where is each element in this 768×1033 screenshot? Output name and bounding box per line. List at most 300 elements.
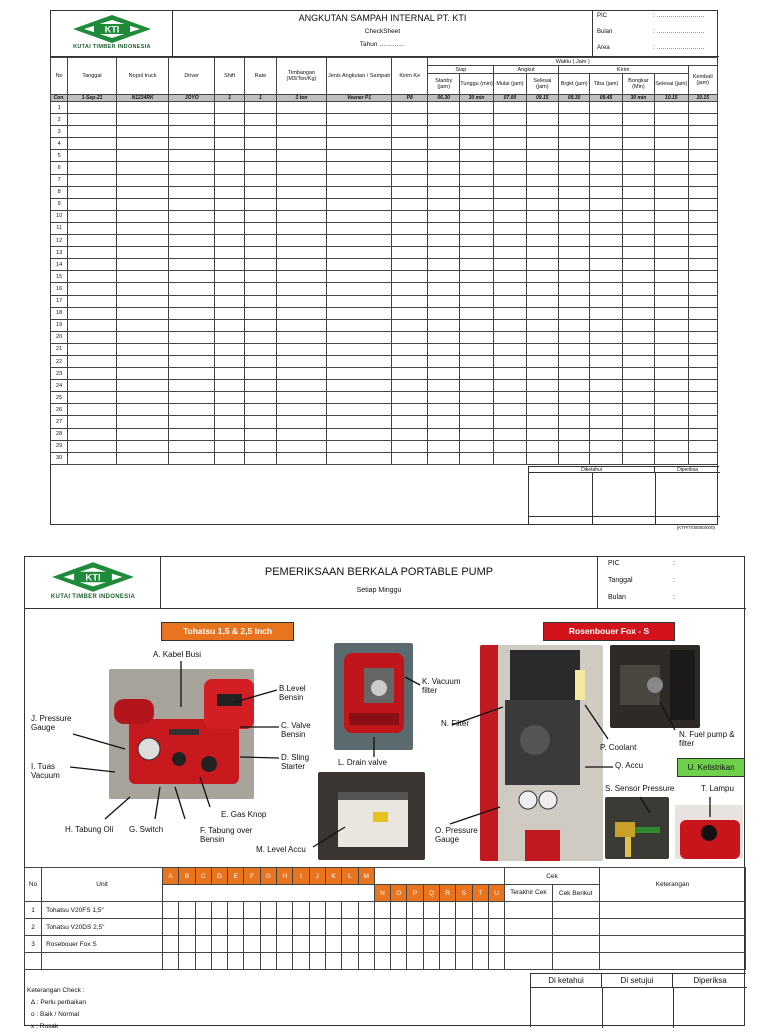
input-cell[interactable]: [590, 102, 622, 114]
input-cell[interactable]: [392, 271, 428, 283]
input-cell[interactable]: [622, 114, 654, 126]
check-cell[interactable]: [293, 919, 309, 936]
input-cell[interactable]: [214, 416, 244, 428]
input-cell[interactable]: [116, 368, 169, 380]
check-cell[interactable]: [488, 902, 504, 919]
input-cell[interactable]: [622, 102, 654, 114]
input-cell[interactable]: [116, 331, 169, 343]
check-cell[interactable]: [228, 936, 244, 953]
input-cell[interactable]: [590, 331, 622, 343]
input-cell[interactable]: [116, 380, 169, 392]
input-cell[interactable]: [590, 138, 622, 150]
input-cell[interactable]: [688, 295, 718, 307]
input-cell[interactable]: [494, 368, 526, 380]
input-cell[interactable]: [214, 452, 244, 464]
input-cell[interactable]: [494, 102, 526, 114]
input-cell[interactable]: [688, 114, 718, 126]
input-cell[interactable]: [116, 235, 169, 247]
input-cell[interactable]: [494, 150, 526, 162]
input-cell[interactable]: [68, 114, 117, 126]
input-cell[interactable]: [169, 162, 215, 174]
input-cell[interactable]: [276, 174, 327, 186]
input-cell[interactable]: [214, 138, 244, 150]
check-cell[interactable]: [472, 953, 488, 970]
input-cell[interactable]: [116, 392, 169, 404]
check-cell[interactable]: [228, 919, 244, 936]
input-cell[interactable]: [428, 380, 459, 392]
input-cell[interactable]: [590, 235, 622, 247]
input-cell[interactable]: [688, 416, 718, 428]
input-cell[interactable]: [526, 186, 558, 198]
input-cell[interactable]: [459, 235, 493, 247]
input-cell[interactable]: [116, 271, 169, 283]
input-cell[interactable]: [245, 198, 276, 210]
input-cell[interactable]: [169, 186, 215, 198]
input-cell[interactable]: [526, 162, 558, 174]
check-cell[interactable]: [423, 902, 439, 919]
input-cell[interactable]: [459, 174, 493, 186]
input-cell[interactable]: [622, 198, 654, 210]
input-cell[interactable]: [558, 355, 589, 367]
input-cell[interactable]: [526, 319, 558, 331]
input-cell[interactable]: [116, 319, 169, 331]
input-cell[interactable]: [655, 210, 688, 222]
input-cell[interactable]: [688, 102, 718, 114]
input-cell[interactable]: [622, 380, 654, 392]
input-cell[interactable]: [459, 368, 493, 380]
input-cell[interactable]: [558, 440, 589, 452]
input-cell[interactable]: [392, 174, 428, 186]
input-cell[interactable]: [526, 404, 558, 416]
input-cell[interactable]: [245, 307, 276, 319]
input-cell[interactable]: [327, 247, 392, 259]
input-cell[interactable]: [276, 259, 327, 271]
input-cell[interactable]: [428, 222, 459, 234]
input-cell[interactable]: [688, 210, 718, 222]
input-cell[interactable]: [276, 307, 327, 319]
input-cell[interactable]: [526, 428, 558, 440]
input-cell[interactable]: [459, 271, 493, 283]
input-cell[interactable]: [116, 404, 169, 416]
input-cell[interactable]: [169, 138, 215, 150]
input-cell[interactable]: [276, 392, 327, 404]
check-cell[interactable]: [391, 902, 407, 919]
check-cell[interactable]: [325, 902, 341, 919]
input-cell[interactable]: [494, 198, 526, 210]
input-cell[interactable]: [392, 283, 428, 295]
input-cell[interactable]: [214, 319, 244, 331]
input-cell[interactable]: [276, 198, 327, 210]
input-cell[interactable]: [245, 186, 276, 198]
input-cell[interactable]: [245, 271, 276, 283]
input-cell[interactable]: [245, 331, 276, 343]
check-cell[interactable]: [195, 919, 211, 936]
input-cell[interactable]: [276, 114, 327, 126]
input-cell[interactable]: [688, 198, 718, 210]
input-cell[interactable]: [622, 247, 654, 259]
input-cell[interactable]: [688, 138, 718, 150]
check-cell[interactable]: [228, 953, 244, 970]
input-cell[interactable]: [590, 368, 622, 380]
input-cell[interactable]: [169, 174, 215, 186]
input-cell[interactable]: [590, 271, 622, 283]
input-cell[interactable]: [558, 331, 589, 343]
input-cell[interactable]: [459, 283, 493, 295]
input-cell[interactable]: [392, 392, 428, 404]
input-cell[interactable]: [688, 319, 718, 331]
input-cell[interactable]: [590, 186, 622, 198]
input-cell[interactable]: [68, 126, 117, 138]
check-cell[interactable]: [505, 919, 552, 936]
input-cell[interactable]: [622, 355, 654, 367]
input-cell[interactable]: [526, 343, 558, 355]
input-cell[interactable]: [688, 343, 718, 355]
input-cell[interactable]: [459, 343, 493, 355]
input-cell[interactable]: [494, 428, 526, 440]
check-cell[interactable]: [488, 919, 504, 936]
input-cell[interactable]: [526, 271, 558, 283]
input-cell[interactable]: [558, 295, 589, 307]
input-cell[interactable]: [169, 102, 215, 114]
check-cell[interactable]: [309, 902, 325, 919]
input-cell[interactable]: [428, 368, 459, 380]
input-cell[interactable]: [655, 259, 688, 271]
input-cell[interactable]: [655, 368, 688, 380]
input-cell[interactable]: [428, 114, 459, 126]
check-cell[interactable]: [244, 902, 260, 919]
input-cell[interactable]: [622, 307, 654, 319]
input-cell[interactable]: [622, 416, 654, 428]
input-cell[interactable]: [590, 404, 622, 416]
input-cell[interactable]: [526, 380, 558, 392]
input-cell[interactable]: [459, 247, 493, 259]
input-cell[interactable]: [428, 428, 459, 440]
input-cell[interactable]: [558, 307, 589, 319]
input-cell[interactable]: [68, 428, 117, 440]
input-cell[interactable]: [327, 452, 392, 464]
input-cell[interactable]: [590, 150, 622, 162]
input-cell[interactable]: [327, 259, 392, 271]
input-cell[interactable]: [688, 368, 718, 380]
input-cell[interactable]: [214, 150, 244, 162]
input-cell[interactable]: [245, 174, 276, 186]
check-cell[interactable]: [211, 936, 227, 953]
input-cell[interactable]: [327, 380, 392, 392]
input-cell[interactable]: [428, 138, 459, 150]
check-cell[interactable]: [342, 936, 358, 953]
input-cell[interactable]: [169, 319, 215, 331]
input-cell[interactable]: [688, 404, 718, 416]
input-cell[interactable]: [622, 222, 654, 234]
check-cell[interactable]: [293, 902, 309, 919]
input-cell[interactable]: [169, 283, 215, 295]
input-cell[interactable]: [276, 331, 327, 343]
input-cell[interactable]: [276, 440, 327, 452]
input-cell[interactable]: [494, 162, 526, 174]
input-cell[interactable]: [494, 295, 526, 307]
input-cell[interactable]: [590, 428, 622, 440]
check-cell[interactable]: [358, 902, 374, 919]
input-cell[interactable]: [459, 440, 493, 452]
input-cell[interactable]: [428, 452, 459, 464]
check-cell[interactable]: [42, 953, 163, 970]
check-cell[interactable]: [440, 902, 456, 919]
input-cell[interactable]: [622, 343, 654, 355]
check-cell[interactable]: [244, 919, 260, 936]
input-cell[interactable]: [459, 452, 493, 464]
input-cell[interactable]: [622, 138, 654, 150]
input-cell[interactable]: [245, 319, 276, 331]
input-cell[interactable]: [459, 259, 493, 271]
input-cell[interactable]: [558, 319, 589, 331]
input-cell[interactable]: [392, 126, 428, 138]
input-cell[interactable]: [68, 404, 117, 416]
input-cell[interactable]: [558, 162, 589, 174]
input-cell[interactable]: [169, 440, 215, 452]
input-cell[interactable]: [116, 440, 169, 452]
input-cell[interactable]: [169, 295, 215, 307]
input-cell[interactable]: [327, 222, 392, 234]
input-cell[interactable]: [169, 428, 215, 440]
check-cell[interactable]: [244, 936, 260, 953]
input-cell[interactable]: [116, 295, 169, 307]
input-cell[interactable]: [494, 174, 526, 186]
input-cell[interactable]: [688, 174, 718, 186]
input-cell[interactable]: [622, 162, 654, 174]
input-cell[interactable]: [558, 222, 589, 234]
input-cell[interactable]: [214, 186, 244, 198]
check-cell[interactable]: [309, 936, 325, 953]
input-cell[interactable]: [68, 440, 117, 452]
input-cell[interactable]: [558, 368, 589, 380]
input-cell[interactable]: [392, 198, 428, 210]
input-cell[interactable]: [327, 416, 392, 428]
input-cell[interactable]: [327, 210, 392, 222]
input-cell[interactable]: [214, 331, 244, 343]
input-cell[interactable]: [68, 186, 117, 198]
input-cell[interactable]: [327, 283, 392, 295]
input-cell[interactable]: [558, 259, 589, 271]
input-cell[interactable]: [494, 319, 526, 331]
check-cell[interactable]: [391, 953, 407, 970]
check-cell[interactable]: [374, 902, 390, 919]
input-cell[interactable]: [214, 404, 244, 416]
input-cell[interactable]: [68, 102, 117, 114]
input-cell[interactable]: [622, 283, 654, 295]
input-cell[interactable]: [214, 343, 244, 355]
input-cell[interactable]: [494, 114, 526, 126]
input-cell[interactable]: [276, 283, 327, 295]
input-cell[interactable]: [688, 452, 718, 464]
input-cell[interactable]: [276, 162, 327, 174]
input-cell[interactable]: [655, 114, 688, 126]
input-cell[interactable]: [655, 198, 688, 210]
input-cell[interactable]: [214, 102, 244, 114]
input-cell[interactable]: [169, 259, 215, 271]
check-cell[interactable]: [472, 902, 488, 919]
check-cell[interactable]: [260, 919, 276, 936]
input-cell[interactable]: [68, 319, 117, 331]
input-cell[interactable]: [688, 162, 718, 174]
check-cell[interactable]: [440, 919, 456, 936]
check-cell[interactable]: [552, 919, 599, 936]
check-cell[interactable]: [423, 953, 439, 970]
check-cell[interactable]: [162, 936, 178, 953]
input-cell[interactable]: [116, 102, 169, 114]
check-cell[interactable]: [162, 919, 178, 936]
input-cell[interactable]: [655, 162, 688, 174]
input-cell[interactable]: [655, 404, 688, 416]
check-cell[interactable]: [599, 953, 745, 970]
input-cell[interactable]: [688, 259, 718, 271]
input-cell[interactable]: [459, 380, 493, 392]
input-cell[interactable]: [68, 283, 117, 295]
input-cell[interactable]: [459, 222, 493, 234]
input-cell[interactable]: [558, 392, 589, 404]
check-cell[interactable]: [599, 919, 745, 936]
input-cell[interactable]: [392, 259, 428, 271]
input-cell[interactable]: [245, 222, 276, 234]
input-cell[interactable]: [245, 416, 276, 428]
check-cell[interactable]: [162, 953, 178, 970]
input-cell[interactable]: [526, 174, 558, 186]
input-cell[interactable]: [526, 222, 558, 234]
input-cell[interactable]: [276, 295, 327, 307]
input-cell[interactable]: [558, 404, 589, 416]
input-cell[interactable]: [622, 452, 654, 464]
input-cell[interactable]: [526, 440, 558, 452]
input-cell[interactable]: [688, 235, 718, 247]
input-cell[interactable]: [590, 440, 622, 452]
input-cell[interactable]: [459, 102, 493, 114]
input-cell[interactable]: [459, 114, 493, 126]
input-cell[interactable]: [214, 210, 244, 222]
input-cell[interactable]: [169, 235, 215, 247]
input-cell[interactable]: [169, 114, 215, 126]
input-cell[interactable]: [655, 174, 688, 186]
input-cell[interactable]: [169, 452, 215, 464]
input-cell[interactable]: [558, 380, 589, 392]
input-cell[interactable]: [214, 222, 244, 234]
input-cell[interactable]: [169, 380, 215, 392]
input-cell[interactable]: [245, 295, 276, 307]
check-cell[interactable]: [325, 919, 341, 936]
input-cell[interactable]: [276, 271, 327, 283]
input-cell[interactable]: [116, 416, 169, 428]
input-cell[interactable]: [590, 283, 622, 295]
input-cell[interactable]: [622, 259, 654, 271]
check-cell[interactable]: [407, 953, 423, 970]
check-cell[interactable]: [374, 936, 390, 953]
input-cell[interactable]: [590, 380, 622, 392]
check-cell[interactable]: [488, 936, 504, 953]
input-cell[interactable]: [428, 259, 459, 271]
input-cell[interactable]: [214, 126, 244, 138]
input-cell[interactable]: [392, 355, 428, 367]
input-cell[interactable]: [622, 440, 654, 452]
input-cell[interactable]: [392, 380, 428, 392]
input-cell[interactable]: [116, 186, 169, 198]
input-cell[interactable]: [590, 343, 622, 355]
input-cell[interactable]: [688, 331, 718, 343]
input-cell[interactable]: [428, 102, 459, 114]
input-cell[interactable]: [392, 319, 428, 331]
input-cell[interactable]: [590, 247, 622, 259]
input-cell[interactable]: [526, 138, 558, 150]
input-cell[interactable]: [526, 198, 558, 210]
input-cell[interactable]: [392, 150, 428, 162]
input-cell[interactable]: [655, 138, 688, 150]
input-cell[interactable]: [276, 210, 327, 222]
input-cell[interactable]: [655, 392, 688, 404]
input-cell[interactable]: [327, 307, 392, 319]
input-cell[interactable]: [68, 343, 117, 355]
input-cell[interactable]: [526, 126, 558, 138]
input-cell[interactable]: [688, 307, 718, 319]
check-cell[interactable]: [25, 953, 42, 970]
input-cell[interactable]: [558, 271, 589, 283]
input-cell[interactable]: [526, 295, 558, 307]
input-cell[interactable]: [214, 355, 244, 367]
input-cell[interactable]: [327, 404, 392, 416]
input-cell[interactable]: [459, 295, 493, 307]
check-cell[interactable]: [260, 953, 276, 970]
input-cell[interactable]: [622, 428, 654, 440]
input-cell[interactable]: [526, 416, 558, 428]
check-cell[interactable]: [423, 919, 439, 936]
input-cell[interactable]: [68, 247, 117, 259]
input-cell[interactable]: [245, 392, 276, 404]
input-cell[interactable]: [276, 355, 327, 367]
input-cell[interactable]: [214, 174, 244, 186]
input-cell[interactable]: [622, 150, 654, 162]
check-cell[interactable]: [260, 902, 276, 919]
input-cell[interactable]: [590, 355, 622, 367]
input-cell[interactable]: [68, 259, 117, 271]
input-cell[interactable]: [169, 247, 215, 259]
input-cell[interactable]: [68, 380, 117, 392]
input-cell[interactable]: [459, 150, 493, 162]
input-cell[interactable]: [327, 331, 392, 343]
check-cell[interactable]: [211, 953, 227, 970]
input-cell[interactable]: [428, 174, 459, 186]
input-cell[interactable]: [276, 186, 327, 198]
check-cell[interactable]: [423, 936, 439, 953]
input-cell[interactable]: [116, 150, 169, 162]
input-cell[interactable]: [68, 307, 117, 319]
input-cell[interactable]: [214, 392, 244, 404]
input-cell[interactable]: [116, 355, 169, 367]
input-cell[interactable]: [276, 247, 327, 259]
input-cell[interactable]: [327, 174, 392, 186]
input-cell[interactable]: [428, 404, 459, 416]
check-cell[interactable]: [374, 953, 390, 970]
input-cell[interactable]: [494, 138, 526, 150]
input-cell[interactable]: [590, 307, 622, 319]
input-cell[interactable]: [428, 307, 459, 319]
input-cell[interactable]: [526, 368, 558, 380]
input-cell[interactable]: [214, 440, 244, 452]
input-cell[interactable]: [494, 355, 526, 367]
input-cell[interactable]: [655, 380, 688, 392]
check-cell[interactable]: [325, 936, 341, 953]
input-cell[interactable]: [169, 150, 215, 162]
check-cell[interactable]: [505, 953, 552, 970]
input-cell[interactable]: [494, 404, 526, 416]
check-cell[interactable]: [505, 902, 552, 919]
input-cell[interactable]: [116, 283, 169, 295]
input-cell[interactable]: [526, 392, 558, 404]
